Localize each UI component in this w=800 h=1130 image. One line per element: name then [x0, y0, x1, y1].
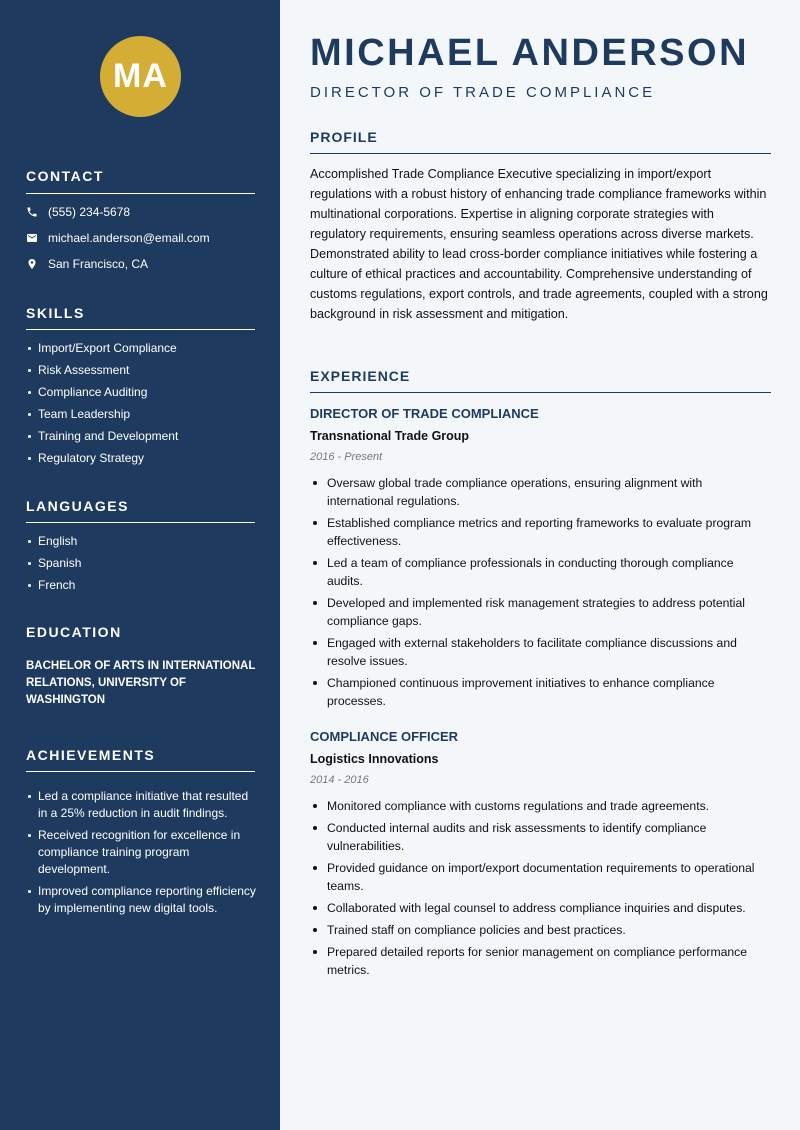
contact-heading: CONTACT — [26, 168, 104, 184]
contact-phone — [26, 205, 130, 219]
job-bullet: Engaged with external stakeholders to facilitate compliance discussions and resolve issues. — [310, 634, 772, 670]
skill-item: Import/Export Compliance — [26, 340, 256, 357]
phone-text: (555) 234-5678 — [48, 205, 131, 219]
job-bullet: Trained staff on compliance policies and best practices. — [310, 921, 772, 939]
skill-item: Team Leadership — [26, 406, 256, 423]
achievements-heading: ACHIEVEMENTS — [26, 747, 156, 763]
job-bullets — [310, 474, 772, 714]
job-bullet: Developed and implemented risk management strategies to address potential compliance gaps. — [310, 594, 772, 630]
achievements-list — [26, 788, 256, 922]
candidate-name: MICHAEL ANDERSON — [310, 32, 750, 74]
avatar: MA — [100, 36, 181, 117]
job-title: COMPLIANCE OFFICER — [310, 729, 459, 744]
skill-item: Training and Development — [26, 428, 256, 445]
job-dates: 2014 - 2016 — [310, 774, 369, 786]
job-dates: 2016 - Present — [310, 451, 383, 463]
skill-item: Risk Assessment — [26, 362, 256, 379]
achievement-item: Led a compliance initiative that resulted in a 25% reduction in audit findings. — [26, 788, 256, 822]
language-item: Spanish — [26, 555, 256, 572]
profile-text: Accomplished Trade Compliance Executive specializing in import/export regulations with a robust history of enhancing trade compliance frameworks within multinational corporations. Expertise in aligning corporate strategies with regulatory requirements, ensuring seamless operations across diverse markets. Demonstrated ability to lead cross-border compliance initiatives while fostering a culture of ethical practices and accountability. Comprehensive understanding of customs regulations, export controls, and trade agreements, coupled with a strong background in risk assessment and mitigation. — [310, 167, 768, 321]
language-item: English — [26, 533, 256, 550]
achievement-item: Received recognition for excellence in compliance training program development. — [26, 827, 256, 878]
education-heading: EDUCATION — [26, 624, 122, 640]
skills-heading: SKILLS — [26, 305, 85, 321]
skill-item: Compliance Auditing — [26, 384, 256, 401]
contact-email — [26, 231, 210, 245]
profile-divider — [310, 153, 771, 154]
phone-icon — [26, 206, 38, 218]
job-bullet: Established compliance metrics and reporting frameworks to evaluate program effectiveness. — [310, 514, 772, 550]
job-bullets — [310, 797, 772, 983]
job-bullet: Monitored compliance with customs regulations and trade agreements. — [310, 797, 772, 815]
job-bullet: Provided guidance on import/export documentation requirements to operational teams. — [310, 859, 772, 895]
experience-divider — [310, 392, 771, 393]
candidate-title: DIRECTOR OF TRADE COMPLIANCE — [310, 84, 656, 101]
email-icon — [26, 232, 38, 244]
language-item: French — [26, 577, 256, 594]
skill-item: Regulatory Strategy — [26, 450, 256, 467]
contact-divider — [26, 193, 255, 194]
job-bullet: Championed continuous improvement initiatives to enhance compliance processes. — [310, 674, 772, 710]
achievements-divider — [26, 771, 255, 772]
experience-heading: EXPERIENCE — [310, 368, 411, 384]
languages-divider — [26, 522, 255, 523]
skills-list — [26, 340, 256, 472]
job-bullet: Prepared detailed reports for senior management on compliance performance metrics. — [310, 943, 772, 979]
email-text: michael.anderson@email.com — [48, 231, 210, 245]
location-pin-icon — [26, 258, 38, 270]
job-company: Transnational Trade Group — [310, 429, 470, 443]
job-company: Logistics Innovations — [310, 752, 439, 766]
job-bullet: Led a team of compliance professionals in conducting thorough compliance audits. — [310, 554, 772, 590]
sidebar — [0, 0, 280, 1130]
contact-location — [26, 257, 148, 271]
achievement-item: Improved compliance reporting efficiency by implementing new digital tools. — [26, 883, 256, 917]
profile-heading: PROFILE — [310, 129, 378, 145]
languages-list — [26, 533, 256, 599]
job-title: DIRECTOR OF TRADE COMPLIANCE — [310, 406, 539, 421]
job-bullet: Collaborated with legal counsel to address compliance inquiries and disputes. — [310, 899, 772, 917]
languages-heading: LANGUAGES — [26, 498, 129, 514]
job-bullet: Oversaw global trade compliance operations, ensuring alignment with international regulations. — [310, 474, 772, 510]
job-bullet: Conducted internal audits and risk assessments to identify compliance vulnerabilities. — [310, 819, 772, 855]
education-degree: BACHELOR OF ARTS IN INTERNATIONAL RELATIONS, UNIVERSITY OF WASHINGTON — [26, 660, 256, 706]
location-text: San Francisco, CA — [48, 257, 149, 271]
main-content — [280, 0, 800, 1130]
skills-divider — [26, 329, 255, 330]
